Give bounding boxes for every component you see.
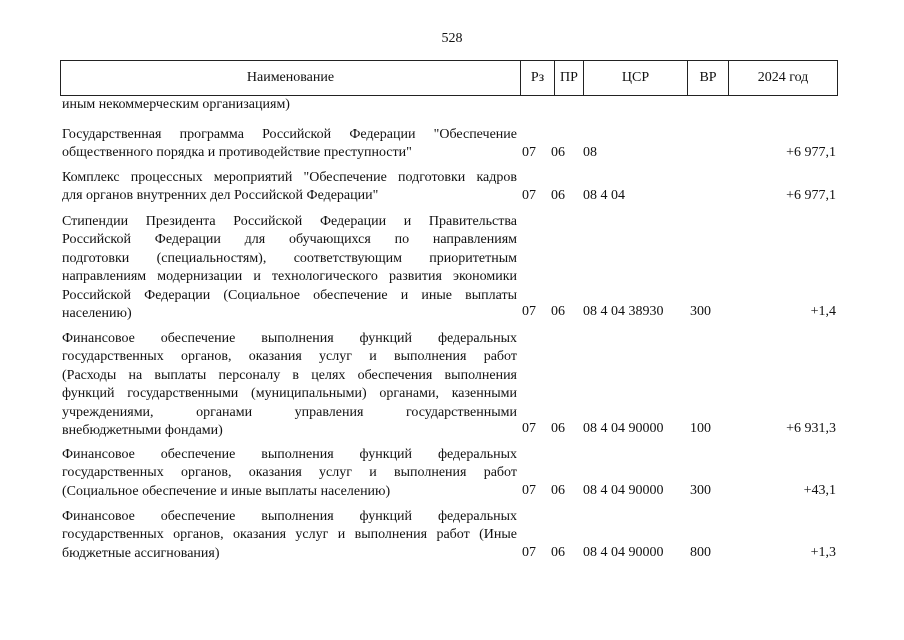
row-rz: 07: [522, 145, 536, 160]
row-name: [62, 508, 517, 563]
row-name-line: бюджетные ассигнования): [62, 545, 220, 561]
row-name: [62, 330, 517, 440]
row-csr: 08 4 04 90000: [583, 545, 664, 560]
header-vr: ВР: [687, 61, 728, 95]
row-csr: 08 4 04 90000: [583, 421, 664, 436]
row-name-line: Стипендии Президента Российской Федерации и Правительства: [62, 214, 517, 229]
row-name: [62, 126, 517, 163]
header-pr: ПР: [554, 61, 583, 95]
row-vr: 300: [690, 483, 711, 498]
row-name-line: общественного порядка и противодействие преступности": [62, 145, 412, 161]
row-name-line: государственных органов, оказания услуг и выполнения работ: [62, 349, 517, 365]
row-pr: 06: [551, 145, 565, 160]
header-csr: ЦСР: [583, 61, 687, 95]
row-name-line: Российской Федерации (Социальное обеспечение и иные выплаты: [62, 287, 517, 303]
row-pr: 06: [551, 188, 565, 203]
row-rz: 07: [522, 304, 536, 319]
row-value: +43,1: [803, 483, 836, 498]
row-pr: 06: [551, 304, 565, 319]
row-name-line: Финансовое обеспечение выполнения функций федеральных: [62, 509, 517, 524]
row-name-line: (Расходы на выплаты персоналу в целях обеспечения выполнения: [62, 367, 517, 383]
row-value: +6 977,1: [786, 145, 836, 160]
row-name-line: государственных органов, оказания услуг и выполнения работ: [62, 465, 517, 481]
row-pr: 06: [551, 483, 565, 498]
row-name-line: населению): [62, 306, 132, 322]
row-name-line: Российской Федерации для обучающихся по направлениям: [62, 232, 517, 248]
continuation-text: иным некоммерческим организациям): [62, 97, 290, 112]
row-vr: 800: [690, 545, 711, 560]
row-vr: 300: [690, 304, 711, 319]
row-rz: 07: [522, 421, 536, 436]
row-name-line: функций государственными (муниципальными) органами, казенными: [62, 386, 517, 402]
table-header: [60, 60, 838, 96]
row-csr: 08 4 04 38930: [583, 304, 664, 319]
page-number: 528: [441, 31, 463, 46]
row-name-line: Государственная программа Российской Федерации "Обеспечение: [62, 127, 517, 142]
header-year: 2024 год: [728, 61, 837, 95]
row-value: +1,3: [810, 545, 836, 560]
row-value: +1,4: [810, 304, 836, 319]
row-csr: 08 4 04 90000: [583, 483, 664, 498]
row-name-line: внебюджетными фондами): [62, 423, 223, 439]
row-name-line: направлениям модернизации и технологического развития экономики: [62, 269, 517, 285]
row-name-line: учреждениями, органами управления государственными: [62, 404, 517, 420]
row-name: [62, 213, 517, 323]
row-csr: 08: [583, 145, 597, 160]
row-name-line: Финансовое обеспечение выполнения функций федеральных: [62, 331, 517, 346]
row-rz: 07: [522, 188, 536, 203]
row-value: +6 931,3: [786, 421, 836, 436]
header-name: Наименование: [246, 70, 335, 85]
row-pr: 06: [551, 421, 565, 436]
row-pr: 06: [551, 545, 565, 560]
row-name: [62, 169, 517, 206]
row-csr: 08 4 04: [583, 188, 625, 203]
row-value: +6 977,1: [786, 188, 836, 203]
row-name-line: государственных органов, оказания услуг и выполнения работ (Иные: [62, 527, 517, 543]
row-name: [62, 446, 517, 501]
row-name-line: (Социальное обеспечение и иные выплаты населению): [62, 483, 391, 499]
row-rz: 07: [522, 483, 536, 498]
row-vr: 100: [690, 421, 711, 436]
header-rz: Рз: [520, 61, 554, 95]
row-name-line: Финансовое обеспечение выполнения функций федеральных: [62, 447, 517, 462]
row-name-line: Комплекс процессных мероприятий "Обеспечение подготовки кадров: [62, 170, 517, 185]
row-rz: 07: [522, 545, 536, 560]
row-name-line: для органов внутренних дел Российской Федерации": [62, 188, 379, 204]
row-name-line: подготовки (специальностям), соответствующим приоритетным: [62, 250, 517, 266]
